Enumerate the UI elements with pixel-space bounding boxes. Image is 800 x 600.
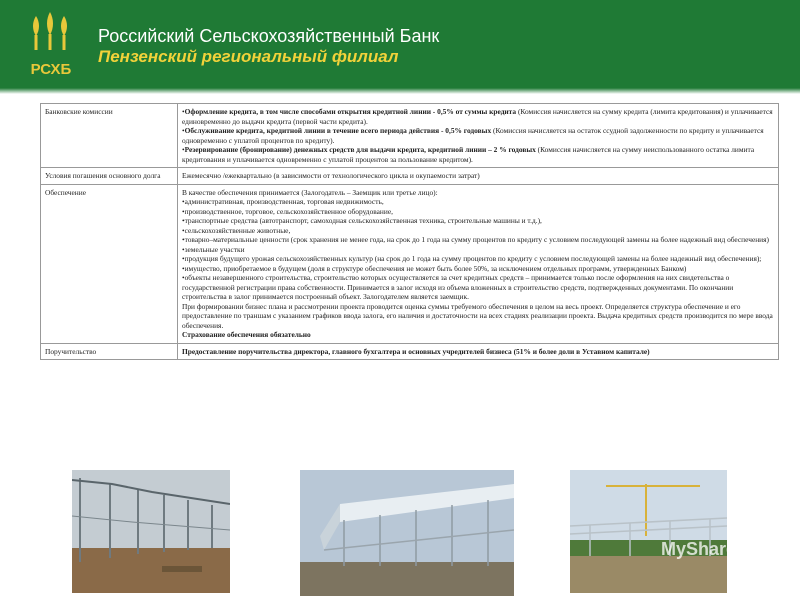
svg-text:MyShared: MyShared bbox=[660, 539, 748, 559]
list-item: • Обслуживание кредита, кредитной линии в течение всего периода действия - 0,5% годовых (Комиссия начисляется на остаток ссудной задолженности по кредиту и уплачивается одновременно с уплатой процентов по кредиту). bbox=[182, 126, 774, 145]
list-item: • административная, производственная, торговая недвижимость, bbox=[182, 197, 774, 207]
table-row-guarantee bbox=[41, 343, 779, 360]
construction-photos bbox=[0, 467, 800, 597]
list-item: • сельскохозяйственные животные, bbox=[182, 226, 774, 236]
list-item: • объекты незавершенного строительства, строительство которых осуществляется за счет кредитных средств – принимается только после оформления на них свидетельства о государственной регистрации права собственности. Принимается в залог исходя из объема вложенных в строительство средств, подтвержденных документами. По окончании строительства в залог принимается построенный объект. Залогодателем является заемщик. bbox=[182, 273, 774, 302]
bank-title: Российский Сельскохозяйственный Банк bbox=[98, 26, 440, 46]
row-label: Поручительство bbox=[41, 343, 178, 360]
list-item: • Оформление кредита, в том числе способами открытия кредитной линии - 0,5% от суммы кредита (Комиссия начисляется на сумму кредита (лимита кредитования) и уплачивается единовременно до выдачи кредита (первой части кредита). bbox=[182, 107, 774, 126]
table-row-commissions bbox=[41, 104, 779, 168]
list-item: • имущество, приобретаемое в будущем (доля в структуре обеспечения не может быть более 50%, за исключением отдельных программ, утвержденных Банком) bbox=[182, 264, 774, 274]
rshb-logo-icon bbox=[20, 10, 82, 78]
list-item: • производственное, торговое, сельскохозяйственное оборудование, bbox=[182, 207, 774, 217]
row-label: Условия погашения основного долга bbox=[41, 168, 178, 185]
table-row-collateral bbox=[41, 184, 779, 343]
collateral-assessment: При формировании бизнес плана и рассмотрении проекта проводится оценка суммы требуемого обеспечения в целом на весь проект. Определяется структура обеспечение и его предоставление по траншам с указанием графиков ввода залога, его наличия и достаточности на всех стадиях реализации проекта. Выдача кредитных средств производится по мере ввода обеспечения. bbox=[182, 301, 773, 330]
row-label: Банковские комиссии bbox=[41, 104, 178, 168]
list-item: • земельные участки bbox=[182, 245, 774, 255]
collateral-insurance: Страхование обеспечения обязательно bbox=[182, 330, 311, 339]
table-row-repayment bbox=[41, 168, 779, 185]
branch-title: Пензенский региональный филиал bbox=[98, 47, 399, 66]
slide-header bbox=[0, 0, 800, 90]
svg-text:РСХБ: РСХБ bbox=[30, 61, 72, 78]
list-item: • товарно–материальные ценности (срок хранения не менее года, на срок до 1 года на сумму процентов по кредиту с условием последующей замены на более надежный вид обеспечения) bbox=[182, 235, 774, 245]
guarantee-cell: Предоставление поручительства директора, главного бухгалтера и основных учредителей бизнеса (51% и более доли в Уставном капитале) bbox=[178, 343, 779, 360]
repayment-cell: Ежемесячно /ежеквартально (в зависимости от технологического цикла и окупаемости затрат) bbox=[178, 168, 779, 185]
row-label: Обеспечение bbox=[41, 184, 178, 343]
myshared-watermark bbox=[644, 527, 764, 571]
collateral-intro: В качестве обеспечения принимается (Залогодатель – Заемщик или третье лицо): bbox=[182, 187, 438, 197]
loan-terms-table bbox=[40, 103, 779, 360]
collateral-cell bbox=[178, 184, 779, 343]
list-item: • продукция будущего урожая сельскохозяйственных культур (на срок до 1 года на сумму процентов по кредиту с условием последующей замены на более надежный вид обеспечения); bbox=[182, 254, 774, 264]
list-item: • транспортные средства (автотранспорт, самоходная сельскохозяйственная техника, строительные машины и т.д.), bbox=[182, 216, 774, 226]
photo-hangar-construction bbox=[300, 470, 514, 596]
list-item: • Резервирование (бронирование) денежных средств для выдачи кредита, кредитной линии – 2 % годовых (Комиссия начисляется на сумму неиспользованного остатка лимита кредитования и уплачивается одновременно с уплатой процентов за пользование кредитом). bbox=[182, 145, 774, 164]
commissions-cell bbox=[178, 104, 779, 168]
header-divider bbox=[0, 88, 800, 94]
photo-frame-construction bbox=[72, 470, 230, 593]
